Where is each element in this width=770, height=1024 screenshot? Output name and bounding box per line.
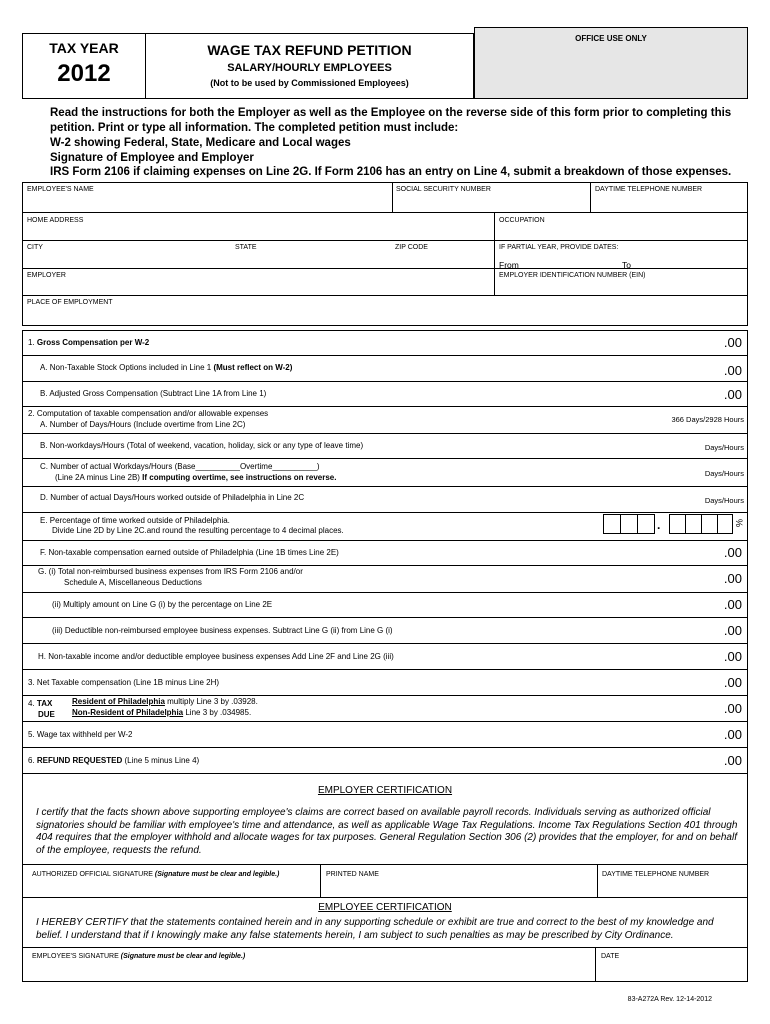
line-6-amount[interactable]: .00 bbox=[723, 753, 742, 768]
state-field[interactable]: STATE bbox=[235, 244, 257, 251]
line-4-due: DUE bbox=[38, 710, 55, 719]
employer-field[interactable]: EMPLOYER bbox=[27, 272, 66, 279]
line-2f-amount[interactable]: .00 bbox=[723, 545, 742, 560]
employee-name-field[interactable]: EMPLOYEE'S NAME bbox=[27, 186, 94, 193]
place-of-employment-field[interactable]: PLACE OF EMPLOYMENT bbox=[27, 299, 113, 306]
line-2g-iii-amount[interactable]: .00 bbox=[723, 623, 742, 638]
printed-name-field[interactable]: PRINTED NAME bbox=[326, 871, 379, 878]
form-revision: 83-A272A Rev. 12-14-2012 bbox=[627, 996, 712, 1003]
line-2c-sublabel: (Line 2A minus Line 2B) If computing overtime, see instructions on reverse. bbox=[55, 473, 337, 482]
office-use-label: OFFICE USE ONLY bbox=[575, 34, 647, 43]
line-3-label: 3. Net Taxable compensation (Line 1B minus Line 2H) bbox=[28, 678, 220, 687]
to-date-field[interactable]: To bbox=[622, 260, 631, 270]
line-2-label: 2. Computation of taxable compensation and/or allowable expenses bbox=[28, 409, 269, 418]
form-title: WAGE TAX REFUND PETITION bbox=[207, 42, 412, 58]
line-5-label: 5. Wage tax withheld per W-2 bbox=[28, 730, 133, 739]
line-2d-label: D. Number of actual Days/Hours worked outside of Philadelphia in Line 2C bbox=[40, 493, 305, 502]
ein-field[interactable]: EMPLOYER IDENTIFICATION NUMBER (EIN) bbox=[499, 272, 646, 279]
line-2e-sublabel: Divide Line 2D by Line 2C.and round the resulting percentage to 4 decimal places. bbox=[52, 526, 344, 535]
line-2a-unit[interactable]: 366 Days/2928 Hours bbox=[671, 415, 744, 424]
zip-field[interactable]: ZIP CODE bbox=[395, 244, 428, 251]
employer-phone-field[interactable]: DAYTIME TELEPHONE NUMBER bbox=[602, 871, 710, 878]
date-field[interactable]: DATE bbox=[601, 953, 620, 960]
line-2g-i-sublabel: Schedule A, Miscellaneous Deductions bbox=[64, 578, 202, 587]
line-2h-label: H. Non-taxable income and/or deductible employee business expenses Add Line 2F and Line 2G (iii) bbox=[38, 652, 394, 661]
partial-year-label: IF PARTIAL YEAR, PROVIDE DATES: bbox=[499, 244, 619, 251]
employee-cert-title: EMPLOYEE CERTIFICATION bbox=[318, 902, 452, 913]
tax-year-value: 2012 bbox=[57, 60, 111, 87]
line-2e-percent-boxes-left[interactable] bbox=[603, 514, 655, 534]
employer-cert-title: EMPLOYER CERTIFICATION bbox=[317, 785, 453, 796]
line-2d-unit[interactable]: Days/Hours bbox=[704, 496, 744, 505]
form-note: (Not to be used by Commissioned Employees) bbox=[210, 78, 409, 88]
instructions-intro: Read the instructions for both the Employer as well as the Employee on the reverse side of this form prior to completing this petition. Print or type all information. The completed petition must include: bbox=[50, 107, 732, 134]
line-2f-label: F. Non-taxable compensation earned outside of Philadelphia (Line 1B times Line 2E) bbox=[40, 548, 339, 557]
occupation-field[interactable]: OCCUPATION bbox=[499, 217, 545, 224]
authorized-signature-field[interactable]: AUTHORIZED OFFICIAL SIGNATURE (Signature must be clear and legible.) bbox=[32, 871, 280, 878]
line-2g-ii-amount[interactable]: .00 bbox=[723, 597, 742, 612]
line-2a-label: A. Number of Days/Hours (Include overtime from Line 2C) bbox=[40, 420, 246, 429]
line-2e-percent-sign: % bbox=[734, 518, 745, 528]
line-2b-label: B. Non-workdays/Hours (Total of weekend, vacation, holiday, sick or any type of leave time) bbox=[40, 441, 364, 450]
line-4-number: 4. TAX bbox=[28, 699, 53, 708]
line-2g-iii-label: (iii) Deductible non-reimbursed employee business expenses. Subtract Line G (ii) from Line G (i) bbox=[52, 626, 393, 635]
line-2h-amount[interactable]: .00 bbox=[723, 649, 742, 664]
city-field[interactable]: CITY bbox=[27, 244, 43, 251]
line-6-label: 6. REFUND REQUESTED (Line 5 minus Line 4) bbox=[28, 756, 200, 765]
line-2g-i-amount[interactable]: .00 bbox=[723, 571, 742, 586]
line-4-amount[interactable]: .00 bbox=[723, 701, 742, 716]
instructions-item3: IRS Form 2106 if claiming expenses on Line 2G. If Form 2106 has an entry on Line 4, submit a breakdown of those expenses. bbox=[50, 166, 732, 178]
instructions-item1: W-2 showing Federal, State, Medicare and Local wages bbox=[50, 137, 351, 149]
line-4-nonresident: Non-Resident of Philadelphia Line 3 by .034985. bbox=[72, 708, 252, 717]
instructions-item2: Signature of Employee and Employer bbox=[50, 152, 254, 164]
from-date-field[interactable]: From bbox=[499, 260, 519, 270]
line-2g-ii-label: (ii) Multiply amount on Line G (i) by the percentage on Line 2E bbox=[52, 600, 273, 609]
line-3-amount[interactable]: .00 bbox=[723, 675, 742, 690]
line-2c-unit[interactable]: Days/Hours bbox=[704, 469, 744, 478]
line-1b-amount[interactable]: .00 bbox=[723, 387, 742, 402]
ssn-field[interactable]: SOCIAL SECURITY NUMBER bbox=[396, 186, 491, 193]
form-subtitle: SALARY/HOURLY EMPLOYEES bbox=[227, 62, 392, 74]
employee-signature-field[interactable]: EMPLOYEE'S SIGNATURE (Signature must be clear and legible.) bbox=[32, 953, 246, 960]
line-1a-label: A. Non-Taxable Stock Options included in Line 1 (Must reflect on W-2) bbox=[40, 363, 293, 372]
line-1a-amount[interactable]: .00 bbox=[723, 363, 742, 378]
daytime-phone-field[interactable]: DAYTIME TELEPHONE NUMBER bbox=[595, 186, 703, 193]
line-2c-label: C. Number of actual Workdays/Hours (Base__________Overtime__________) bbox=[40, 462, 320, 471]
line-1b-label: B. Adjusted Gross Compensation (Subtract Line 1A from Line 1) bbox=[40, 389, 267, 398]
home-address-field[interactable]: HOME ADDRESS bbox=[27, 217, 84, 224]
employee-cert-text: I HEREBY CERTIFY that the statements contained herein and in any supporting schedule or exhibit are true and correct to the best of my knowledge and belief. I understand that if I knowingly make any false statements herein, I am subject to such penalties as may be prescribed by City Ordinance. bbox=[36, 917, 714, 941]
tax-year-label: TAX YEAR bbox=[49, 40, 119, 56]
line-2e-label: E. Percentage of time worked outside of Philadelphia. bbox=[40, 516, 230, 525]
line-2g-i-label: G. (i) Total non-reimbursed business expenses from IRS Form 2106 and/or bbox=[38, 567, 303, 576]
line-1-label: 1. Gross Compensation per W-2 bbox=[28, 338, 150, 347]
line-2b-unit[interactable]: Days/Hours bbox=[704, 443, 744, 452]
employer-cert-text: I certify that the facts shown above supporting employee's claims are correct based on available payroll records. Individuals serving as authorized official signatories should be familiar with employee's time and attendance, as well as applicable Wage Tax Regulations. Income Tax Regulations Section 401 through 404 requires that the employer withhold and allocate wages for tax purposes. General Regulation Section 306 (2) provides that the employer, for and on behalf of the employee, requests the refund. bbox=[36, 807, 738, 856]
line-5-amount[interactable]: .00 bbox=[723, 727, 742, 742]
line-4-resident: Resident of Philadelphia multiply Line 3 by .03928. bbox=[72, 697, 258, 706]
line-1-amount[interactable]: .00 bbox=[723, 335, 742, 350]
line-2e-decimal: . bbox=[657, 518, 661, 532]
